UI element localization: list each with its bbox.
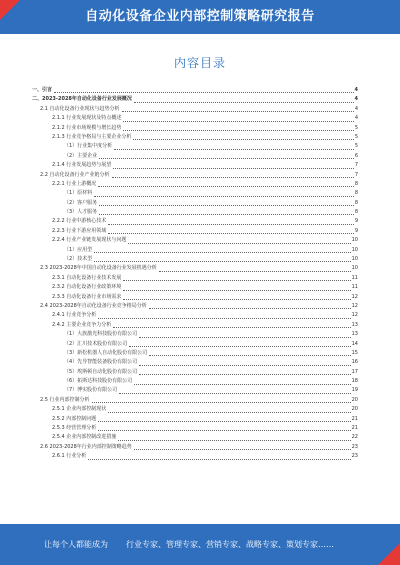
toc-leader-dots: [98, 186, 354, 187]
toc-entry-text: （4）先导智能装备股份有限公司: [64, 359, 138, 366]
toc-entry-text: （5）埃斯顿自动化股份有限公司: [64, 368, 138, 375]
toc-entry[interactable]: [32, 124, 358, 133]
toc-entry[interactable]: [32, 387, 358, 396]
toc-page-number: 4: [354, 105, 358, 112]
toc-entry[interactable]: [32, 217, 358, 226]
toc-entry[interactable]: [32, 227, 358, 236]
toc-page-number: 13: [351, 331, 358, 338]
toc-entry[interactable]: [32, 405, 358, 414]
toc-page-number: 23: [351, 453, 358, 460]
toc-entry[interactable]: [32, 86, 358, 95]
footer-bar: [0, 524, 400, 565]
toc-page-number: 9: [354, 218, 358, 225]
toc-entry[interactable]: [32, 349, 358, 358]
footer-corner-ribbon: [378, 543, 400, 565]
toc-leader-dots: [94, 261, 350, 262]
toc-page-number: 5: [354, 133, 358, 140]
toc-page-number: 14: [351, 340, 358, 347]
toc-leader-dots: [108, 233, 354, 234]
toc-entry[interactable]: [32, 424, 358, 433]
toc-page-number: 21: [351, 415, 358, 422]
toc-page-number: 22: [351, 434, 358, 441]
toc-leader-dots: [119, 393, 350, 394]
footer-slogan-left: 让每个人都能成为: [44, 540, 108, 549]
toc-entry-text: （3）新松机器人自动化股份有限公司: [64, 349, 148, 356]
toc-entry-text: 2.2.1 行业上游概况: [52, 180, 97, 187]
toc-leader-dots: [98, 430, 350, 431]
toc-entry[interactable]: [32, 293, 358, 302]
toc-entry-text: 2.5.1 企业内部控制现状: [52, 406, 107, 413]
toc-entry[interactable]: [32, 180, 358, 189]
toc-entry-text: （1）行业集中度分析: [64, 143, 113, 150]
toc-entry-text: （1）应用型: [64, 246, 93, 253]
toc-entry-text: 2.5.4 企业内部控制改进措施: [52, 434, 117, 441]
toc-leader-dots: [99, 214, 354, 215]
toc-entry[interactable]: [32, 114, 358, 123]
toc-page-number: 8: [354, 199, 358, 206]
toc-entry-text: 2.4.2 主要企业竞争力分析: [52, 321, 112, 328]
toc-leader-dots: [114, 149, 354, 150]
toc-entry-text: （1）原材料: [64, 190, 93, 197]
toc-entry-text: （2）客户服务: [64, 199, 98, 206]
toc-entry-text: （2）汇川技术股份有限公司: [64, 340, 128, 347]
toc-page-number: 12: [351, 293, 358, 300]
toc-page-number: 18: [351, 378, 358, 385]
toc-entry[interactable]: [32, 415, 358, 424]
toc-page-number: 12: [351, 312, 358, 319]
toc-entry[interactable]: [32, 105, 358, 114]
toc-entry-text: 2.3.2 自动化设备行业政策环境: [52, 284, 122, 291]
toc-leader-dots: [98, 421, 350, 422]
toc-entry[interactable]: [32, 358, 358, 367]
toc-entry[interactable]: [32, 189, 358, 198]
toc-page-number: 20: [351, 406, 358, 413]
toc-page-number: 7: [354, 162, 358, 169]
toc-leader-dots: [122, 111, 354, 112]
toc-leader-dots: [88, 459, 350, 460]
toc-entry-text: 2.2.3 行业下游应用领域: [52, 227, 107, 234]
toc-page-number: 5: [354, 143, 358, 150]
toc-entry[interactable]: [32, 377, 358, 386]
toc-page-number: 8: [354, 190, 358, 197]
toc-entry[interactable]: [32, 152, 358, 161]
toc-leader-dots: [123, 280, 350, 281]
toc-leader-dots: [113, 168, 353, 169]
toc-entry[interactable]: [32, 264, 358, 273]
toc-entry[interactable]: [32, 95, 358, 104]
toc-page-number: 21: [351, 425, 358, 432]
toc-page-number: 6: [354, 152, 358, 159]
toc-entry-text: （7）博实股份有限公司: [64, 387, 118, 394]
toc-entry-text: 2.3.3 自动化设备行业市场需求: [52, 293, 122, 300]
toc-leader-dots: [123, 290, 350, 291]
toc-entry[interactable]: [32, 340, 358, 349]
toc-page-number: 13: [351, 321, 358, 328]
toc-leader-dots: [134, 102, 354, 103]
toc-leader-dots: [139, 374, 350, 375]
header-bar: [0, 0, 400, 34]
toc-page-number: 4: [354, 86, 358, 93]
toc-leader-dots: [99, 158, 354, 159]
toc-page-number: 10: [351, 256, 358, 263]
toc-page-number: 10: [351, 246, 358, 253]
toc-leader-dots: [134, 384, 350, 385]
toc-leader-dots: [99, 205, 354, 206]
table-of-contents: [32, 86, 358, 462]
toc-leader-dots: [133, 139, 353, 140]
toc-page-number: 10: [351, 237, 358, 244]
toc-entry-text: 2.3.1 自动化设备行业技术发展: [52, 274, 122, 281]
toc-entry-text: 2.2.2 行业中游核心技术: [52, 218, 107, 225]
toc-leader-dots: [94, 196, 354, 197]
toc-entry[interactable]: [32, 443, 358, 452]
toc-leader-dots: [123, 299, 350, 300]
toc-entry[interactable]: [32, 255, 358, 264]
toc-heading: 内容目录: [173, 56, 226, 70]
toc-page-number: 19: [351, 387, 358, 394]
toc-entry[interactable]: [32, 302, 358, 311]
toc-page-number: 4: [354, 115, 358, 122]
toc-entry[interactable]: [32, 142, 358, 151]
toc-leader-dots: [108, 412, 350, 413]
toc-entry-text: （6）拓斯达科技股份有限公司: [64, 378, 133, 385]
toc-leader-dots: [54, 92, 354, 93]
toc-entry-text: 2.1.1 行业发展现状及特点概述: [52, 115, 122, 122]
toc-page-number: 20: [351, 396, 358, 403]
toc-leader-dots: [92, 402, 351, 403]
toc-entry-text: 2.4 2023-2028年自动化设备行业竞争格局分析: [40, 302, 147, 309]
toc-leader-dots: [108, 224, 354, 225]
toc-entry[interactable]: [32, 452, 358, 461]
toc-entry[interactable]: [32, 208, 358, 217]
toc-entry-text: （1）大族激光科技股份有限公司: [64, 331, 138, 338]
toc-leader-dots: [149, 355, 350, 356]
toc-page-number: 9: [354, 227, 358, 234]
toc-leader-dots: [159, 271, 351, 272]
toc-page-number: 23: [351, 443, 358, 450]
toc-entry-text: 2.4.1 行业竞争分析: [52, 312, 97, 319]
toc-entry-text: 2.3 2023-2028年中国自动化设备行业发展机遇分析: [40, 265, 157, 272]
toc-entry-text: （3）人才服务: [64, 209, 98, 216]
toc-leader-dots: [128, 243, 350, 244]
toc-entry[interactable]: [32, 171, 358, 180]
toc-entry-text: 2.5.3 经营管理分析: [52, 425, 97, 432]
toc-leader-dots: [129, 346, 350, 347]
toc-entry[interactable]: [32, 321, 358, 330]
footer-slogan-right: 行业专家、管理专家、营销专家、战略专家、策划专家……: [126, 540, 334, 549]
toc-entry-text: （2）技术型: [64, 256, 93, 263]
toc-entry-text: 2.1 自动化设备行业现状与趋势分析: [40, 105, 120, 112]
toc-entry[interactable]: [32, 311, 358, 320]
toc-entry[interactable]: [32, 161, 358, 170]
toc-leader-dots: [123, 121, 353, 122]
toc-entry[interactable]: [32, 236, 358, 245]
toc-entry[interactable]: [32, 433, 358, 442]
toc-entry[interactable]: [32, 199, 358, 208]
toc-entry-text: 一、引言: [32, 86, 53, 93]
toc-leader-dots: [134, 449, 351, 450]
toc-page-number: 8: [354, 209, 358, 216]
toc-page-number: 8: [354, 180, 358, 187]
toc-entry[interactable]: [32, 246, 358, 255]
toc-page-number: 5: [354, 124, 358, 131]
toc-entry[interactable]: [32, 133, 358, 142]
toc-page-number: 10: [351, 265, 358, 272]
toc-page-number: 17: [351, 368, 358, 375]
toc-leader-dots: [123, 130, 353, 131]
toc-leader-dots: [94, 252, 350, 253]
toc-entry-text: 2.2.4 行业产业链发展现状与问题: [52, 237, 127, 244]
toc-page-number: 11: [351, 274, 358, 281]
toc-entry-text: 2.2 自动化设备行业产业链分析: [40, 171, 110, 178]
report-title: 自动化设备企业内部控制策略研究报告: [85, 9, 315, 24]
toc-entry-text: 2.6 2023-2028年行业内部控制策略趋势: [40, 443, 132, 450]
toc-leader-dots: [139, 365, 350, 366]
toc-entry-text: 二、2023-2028年自动化设备行业发展概况: [32, 96, 132, 103]
toc-entry[interactable]: [32, 330, 358, 339]
toc-leader-dots: [113, 327, 350, 328]
toc-page-number: 12: [351, 302, 358, 309]
toc-entry-text: 2.5 行业内部控制分析: [40, 396, 90, 403]
toc-leader-dots: [149, 308, 351, 309]
toc-entry-text: （2）主要企业: [64, 152, 98, 159]
toc-page-number: 16: [351, 359, 358, 366]
toc-leader-dots: [98, 318, 350, 319]
toc-entry[interactable]: [32, 274, 358, 283]
toc-entry[interactable]: [32, 368, 358, 377]
toc-entry[interactable]: [32, 396, 358, 405]
toc-leader-dots: [112, 177, 354, 178]
toc-leader-dots: [139, 337, 350, 338]
toc-page-number: 7: [354, 171, 358, 178]
toc-entry-text: 2.6.1 行业分析: [52, 453, 87, 460]
toc-page-number: 11: [351, 284, 358, 291]
toc-page-number: 4: [354, 96, 358, 103]
toc-entry-text: 2.1.2 行业市场规模与增长趋势: [52, 124, 122, 131]
toc-entry-text: 2.1.3 行业竞争格局与主要企业分析: [52, 133, 132, 140]
toc-leader-dots: [118, 440, 350, 441]
toc-page-number: 15: [351, 349, 358, 356]
toc-entry-text: 2.1.4 行业发展趋势与展望: [52, 162, 112, 169]
toc-entry[interactable]: [32, 283, 358, 292]
toc-entry-text: 2.5.2 内部控制问题: [52, 415, 97, 422]
